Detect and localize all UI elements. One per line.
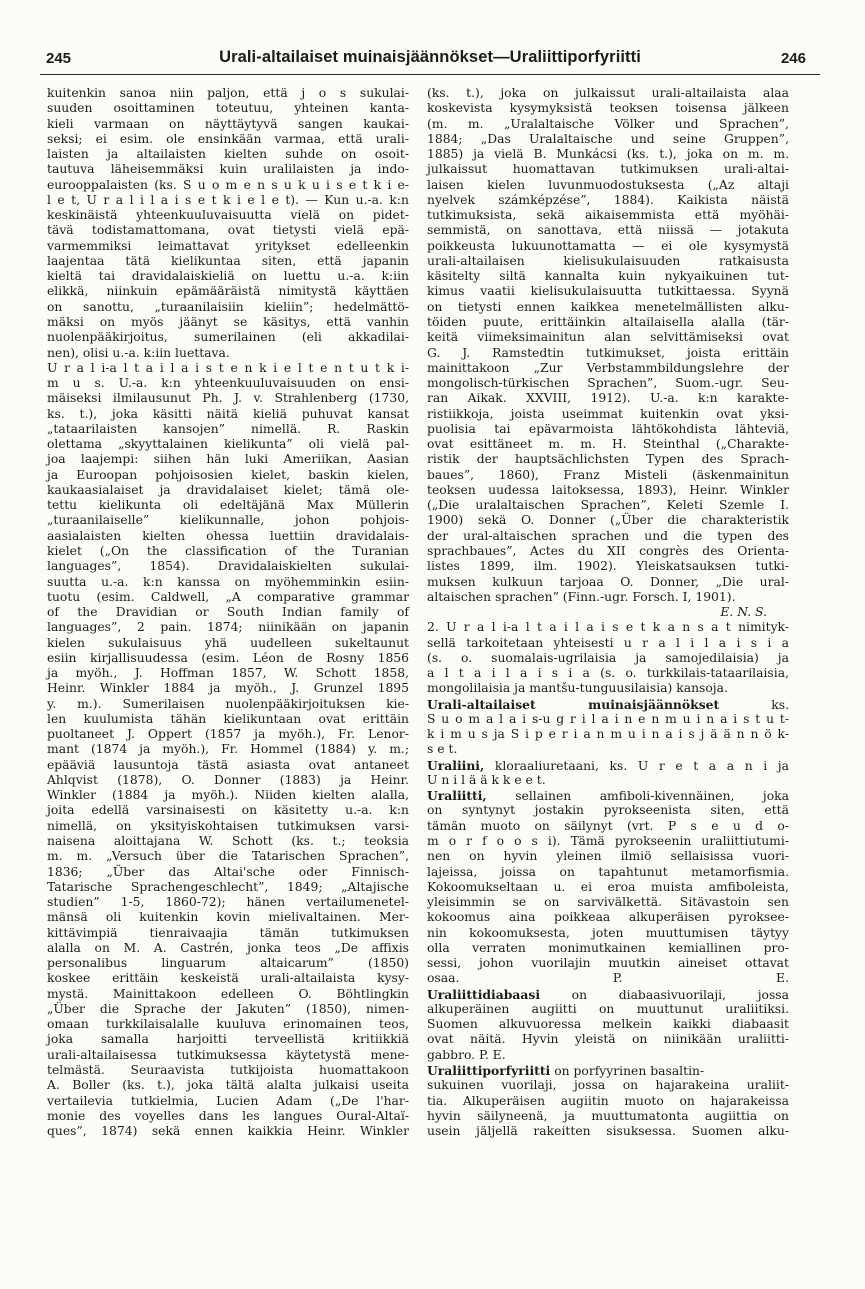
text-line: on tietysti ennen kaikkea menetelmällisten alku- [427, 299, 789, 314]
text-line: y. m.). Sumerilaisen nuolenpääkirjoituksen kie- [47, 696, 409, 711]
text-line: esiin kirjallisuudessa (esim. Léon de Rosny 1856 [47, 650, 409, 665]
text-line: eurooppalaisten (ks. S u o m e n s u k u i s e t k i e- [47, 177, 409, 192]
text-line: urali-altailaisessa tutkimuksessa käytetystä mene- [47, 1047, 409, 1062]
text-line: sellä tarkoitetaan yhteisesti u r a l i l a i s i a [427, 635, 789, 650]
text-line: altaischen sprachen” (Finn.-ugr. Forsch. I, 1901). [427, 589, 736, 604]
text-line: studien” 1-5, 1860-72); hänen vertailumenetel- [47, 895, 409, 910]
text-line: ques”, 1874) sekä ennen kaikkia Heinr. Winkler [47, 1124, 409, 1139]
text-line: käsitelty siltä kannalta kuin nykyaikuinen tut- [427, 269, 789, 284]
text-line: kokoomus aina poikkeaa alkuperäisen pyroksee- [427, 910, 789, 925]
text-line: U r a l i-a l t a i l a i s t e n k i e l t e n t u t k i- [47, 360, 409, 375]
text-line: 1884; „Das Uralaltaische und seine Gruppen”, [427, 131, 789, 146]
text-line: mongolisch-türkischen Sprachen”, Suom.-ugr. Seu- [427, 376, 789, 391]
text-line: of the Dravidian or South Indian family of [47, 605, 409, 620]
text-line: mänsä oli kuitenkin kovin mielivaltainen. Mer- [47, 910, 409, 925]
text-line: seksi; ei esim. ole ensinkään varmaa, että urali- [47, 131, 409, 146]
text-line: s e t. [427, 742, 458, 757]
text-line: poikkeusta lukuunottamatta — ei ole kysymystä [427, 238, 789, 253]
text-line: k i m u s ja S i p e r i a n m u i n a i s j ä ä n n ö k- [427, 727, 789, 742]
text-line: julkaissut huomattavan tutkimuksen urali-altai- [427, 162, 789, 177]
text-line: ja myöh., J. Hoffman 1857, W. Schott 1858, [47, 666, 409, 681]
text-line: urali-altailaisen kielisukulaisuuden ratkaisusta [427, 253, 789, 268]
text-line: mäiseksi ilmilausunut Ph. J. v. Strahlenberg (1730, [47, 391, 409, 406]
text-line: nyelvek számképzése”, 1884). Kaikista näistä [427, 192, 789, 207]
text-line: tävä todistamattomana, ovat tietysti vielä epä- [47, 223, 409, 238]
text-line: laisten ja altailaisten kielten suhde on osoit- [47, 147, 409, 162]
text-line: E. N. S. [720, 605, 767, 620]
text-line: koskee erittäin keskeistä urali-altailaista kysy- [47, 971, 409, 986]
text-line: kuitenkin sanoa niin paljon, että j o s sukulai- [47, 86, 409, 100]
text-line: on syntynyt jostakin pyrokseenista siten, että [427, 803, 789, 818]
text-line: kaukaasialaiset ja dravidalaiset kielet; tämä ole- [47, 482, 409, 497]
text-line: kielen sukulaisuus yhä uudelleen sukeltaunut [47, 635, 409, 650]
text-line: „Über die Sprache der Jakuten” (1850), nimen- [47, 1001, 409, 1016]
text-line: ks. t.), joka käsitti näitä kieliä puhuvat kansat [47, 406, 409, 421]
text-line: 2. U r a l i-a l t a i l a i s e t k a n s a t nimityk- [427, 620, 789, 635]
text-line: kimus vaatii kielisukulaisuutta tutkittaessa. Syynä [427, 284, 789, 299]
text-line: varmemmiksi leimattavat yritykset edelleenkin [47, 238, 409, 253]
text-line: yleisimmin se on sarvivälkettä. Sitävastoin sen [427, 895, 789, 910]
text-line: „tataarilaisten kansojen” nimellä. R. Raskin [47, 421, 409, 436]
text-line: olla verraten monimutkainen kemiallinen pro- [427, 940, 789, 955]
text-line: gabbro. P. E. [427, 1047, 506, 1062]
text-line: ran Aikak. XXVIII, 1912). U.-a. k:n karakte- [427, 391, 789, 406]
text-line: puoltaneet J. Oppert (1857 ja myöh.), Fr. Lenor- [47, 727, 409, 742]
text-line: Heinr. Winkler 1884 ja myöh., J. Grunzel 1895 [47, 681, 409, 696]
page-header [40, 44, 820, 75]
text-line: hyvin säilyneenä, ja muuttumatonta augiittia on [427, 1108, 789, 1123]
text-line: der ural-altaischen sprachen und die typen des [427, 528, 789, 543]
text-line: sukuinen vuorilaji, jossa on hajarakeina uraliit- [427, 1078, 789, 1093]
text-line: osaa. P. E. [427, 971, 789, 986]
text-line: epääviä lausuntoja tästä asiasta ovat antaneet [47, 757, 409, 772]
text-line: keskinäistä yhteenkuuluvaisuutta vielä on pidet- [47, 208, 409, 223]
text-line: lajeissa, joissa on tapahtunut metamorfismia. [427, 864, 789, 879]
text-line: a l t a i l a i s i a (s. o. turkkilais-tataarilaisia, [427, 666, 789, 681]
text-line: U n i l ä ä k k e e t. [427, 772, 546, 787]
text-line: nen), olisi u.-a. k:iin luettava. [47, 345, 230, 360]
text-line: koskevista kysymyksistä teoksen toisensa jälkeen [427, 101, 789, 116]
text-line: puolisia tai epävarmoista lähtökohdista lähteviä, [427, 421, 789, 436]
text-line: mongolilaisia ja mantšu-tunguusilaisia) kansoja. [427, 681, 728, 696]
text-line: suuden osoittaminen toteutuu, yhteinen kanta- [47, 101, 409, 116]
text-line: languages”, 2 pain. 1874; niinikään on japanin [47, 620, 409, 635]
text-line: languages”, 1854). Dravidalaiskielten sukulai- [47, 559, 409, 574]
text-line: ristiikkoja, joista useimmat kuitenkin ovat yksi- [427, 406, 789, 421]
text-line: kittävimpiä tienraivaajia tämän tutkimuksen [47, 925, 409, 940]
text-line: suutta u.-a. k:n kanssa on myöhemminkin esiin- [47, 574, 409, 589]
text-line: semmistä, on sanottava, että niissä — jotakuta [427, 223, 789, 238]
text-line: joita edellä varsinaisesti on käsitetty u.-a. k:n [47, 803, 409, 818]
text-line: alalla on M. A. Castrén, jonka teos „De affixis [47, 940, 409, 955]
text-line: aasialaisten kielten ohessa luettiin dravidalais- [47, 528, 409, 543]
text-line: tettu kielikunta oli edeltäjänä Max Müllerin [47, 498, 409, 513]
text-line: l e t, U r a l i l a i s e t k i e l e t). — Kun u.-a. k:n [47, 192, 409, 207]
text-line: Suomen alkuvuoressa melkein kaikki diabaasit [427, 1017, 789, 1032]
text-line: 1836; „Über das Altai'sche oder Finnisch- [47, 864, 409, 879]
text-line: „turaanilaiselle” kielikunnalle, johon pohjois- [47, 513, 409, 528]
text-line: muksen kulkuun tarjoaa O. Donner, „Die ural- [427, 574, 789, 589]
text-line: (s. o. suomalais-ugrilaisia ja samojedilaisia) ja [427, 650, 789, 665]
text-line: baues”, 1860), Franz Misteli (äskenmainitun [427, 467, 789, 482]
text-line: m. m. „Versuch über die Tatarischen Sprachen”, [47, 849, 409, 864]
text-line: kielet („On the classification of the Turanian [47, 543, 409, 558]
text-line: ovat esittäneet m. m. H. Steinthal („Charakte- [427, 437, 789, 452]
text-line: omaan turkkilaisalalle kuuluva erinomainen teos, [47, 1017, 409, 1032]
text-line: Uraliittiporfyriitti on porfyyrinen basaltin- [427, 1063, 705, 1078]
text-line: (ks. t.), joka on julkaissut urali-altailaista alaa [427, 86, 789, 100]
text-line: sprachbaues”, Actes du XII congrès des Orienta- [427, 543, 789, 558]
text-line: naisena aloittajana W. Schott (ks. t.; teoksia [47, 834, 409, 849]
text-line: Ahlqvist (1878), O. Donner (1883) ja Heinr. [47, 772, 409, 787]
text-line: (m. m. „Uralaltaische Völker und Sprachen”, [427, 116, 789, 131]
text-line: Winkler (1884 ja myöh.). Niiden kielten alalla, [47, 788, 409, 803]
running-title: Urali-altailaiset muinaisjäännökset—Uraliittiporfyriitti [219, 48, 641, 66]
right-column [427, 86, 789, 1139]
text-line: nen on hyvin yleinen ilmiö sellaisissa vuori- [427, 849, 789, 864]
text-line: len kuulumista tähän kielikuntaan ovat erittäin [47, 711, 409, 726]
text-line: joa laajempi: siihen hän luki Ameriikan, Aasian [47, 452, 409, 467]
text-line: S u o m a l a i s-u g r i l a i n e n m u i n a i s t u t- [427, 711, 789, 726]
left-column [47, 86, 409, 1139]
text-line: m u s. U.-a. k:n yhteenkuuluvaisuuden on ensi- [47, 376, 409, 391]
text-line: sessi, johon vuorilajin muutkin aineiset ottavat [427, 956, 789, 971]
text-line: joka samalla harjoitti terveellistä kritiikkiä [47, 1032, 409, 1047]
text-line: A. Boller (ks. t.), joka tältä alalta julkaisi useita [47, 1078, 409, 1093]
text-line: personalibus linguarum altaicarum” (1850) [47, 956, 409, 971]
text-line: on sanottu, „turaanilaisiin kieliin”; hedelmättö- [47, 299, 409, 314]
text-line: ristik der hauptsächlichsten Typen des Sprach- [427, 452, 789, 467]
text-line: 1885) ja vielä B. Munkácsi (ks. t.), joka on m. m. [427, 147, 789, 162]
text-line: alkuperäinen augiitti on muuttunut uraliitiksi. [427, 1001, 789, 1016]
text-line: mystä. Mainittakoon edelleen O. Böhtlingkin [47, 986, 409, 1001]
text-line: listes 1899, ilm. 1902). Yleiskatsauksen tutki- [427, 559, 789, 574]
page-number-left: 245 [46, 50, 72, 67]
text-line: G. J. Ramstedtin tutkimukset, joista erittäin [427, 345, 789, 360]
text-line: Urali-altailaiset muinaisjäännökset ks. [427, 696, 789, 712]
text-line: Tatarische Sprachengeschlecht”, 1849; „Altajische [47, 879, 409, 894]
text-line: olettama „skyyttalainen kielikunta” oli vielä pal- [47, 437, 409, 452]
text-line: Uraliitti, sellainen amfiboli-kivennäinen, joka [427, 788, 789, 804]
text-line: telmästä. Seuraavista tutkijoista huomattakoon [47, 1063, 409, 1077]
text-line: tautuva läheisemmäksi kuin uralilaisten ja indo- [47, 162, 409, 177]
text-line: tuotu (esim. Caldwell, „A comparative grammar [47, 589, 409, 604]
text-line: mant (1874 ja myöh.), Fr. Hommel (1884) y. m.; [47, 742, 409, 757]
text-line: laajentaa tätä kielikuntaa siten, että japanin [47, 253, 409, 268]
text-line: kieli varmaan on näyttäytyvä sangen kaukai- [47, 116, 409, 131]
page-number-right: 246 [780, 50, 806, 67]
text-line: nuolenpääkirjoitus, sumerilainen (eli akkadilai- [47, 330, 409, 345]
text-line: Uraliini, kloraaliuretaani, ks. U r e t a a n i ja [427, 757, 789, 773]
text-line: monie des voyelles dans les langues Oural-Altaï- [47, 1108, 409, 1123]
text-line: mainittakoon „Zur Verbstammbildungslehre der [427, 360, 789, 375]
text-line: tia. Alkuperäisen augiitin muoto on hajarakeissa [427, 1093, 789, 1108]
text-line: 1900) sekä O. Donner („Über die charakteristik [427, 513, 789, 528]
text-line: mäksi on myös jäänyt se käsitys, että vanhin [47, 314, 409, 329]
text-line: vertailevia tutkielmia, Lucien Adam („De l'har- [47, 1093, 409, 1108]
text-line: Kokoomukseltaan u. ei eroa muista amfiboleista, [427, 879, 789, 894]
text-line: kieltä tai dravidalaiskieliä on luettu u.-a. k:iin [47, 269, 409, 284]
text-line: tutkimuksista, sekä aikaisemmista että myöhäi- [427, 208, 789, 223]
text-line: m o r f o o s i). Tämä pyrokseenin uraliittiutumi- [427, 834, 789, 849]
text-line: töiden puute, erittäinkin altailaisella alalla (tär- [427, 314, 789, 329]
text-line: keitä viimeksimainitun alan selvittämiseksi ovat [427, 330, 789, 345]
text-line: nin kokoomuksesta, joten muuttumisen täytyy [427, 925, 789, 940]
text-line: usein jäljellä rakeitten sisuksessa. Suomen alku- [427, 1124, 789, 1139]
text-line: Uraliittidiabaasi on diabaasivuorilaji, jossa [427, 986, 789, 1002]
text-line: teoksen uudessa laitoksessa, 1893), Heinr. Winkler [427, 482, 789, 497]
text-line: ja Euroopan pohjoisosien kielet, baskin kielen, [47, 467, 409, 482]
text-line: tämän muoto on säilynyt (vrt. P s e u d o- [427, 818, 789, 833]
text-line: („Die uralaltaischen Sprachen”, Keleti Szemle I. [427, 498, 789, 513]
text-line: elikkä, niinkuin epämääräistä nimitystä käyttäen [47, 284, 409, 299]
text-line: laisen kielen luvunmuodostuksesta („Az altaji [427, 177, 789, 192]
text-line: nimellä, on yksityiskohtaisen tutkimuksen varsi- [47, 818, 409, 833]
text-line: ovat näitä. Hyvin yleistä on niinikään uraliitti- [427, 1032, 789, 1047]
